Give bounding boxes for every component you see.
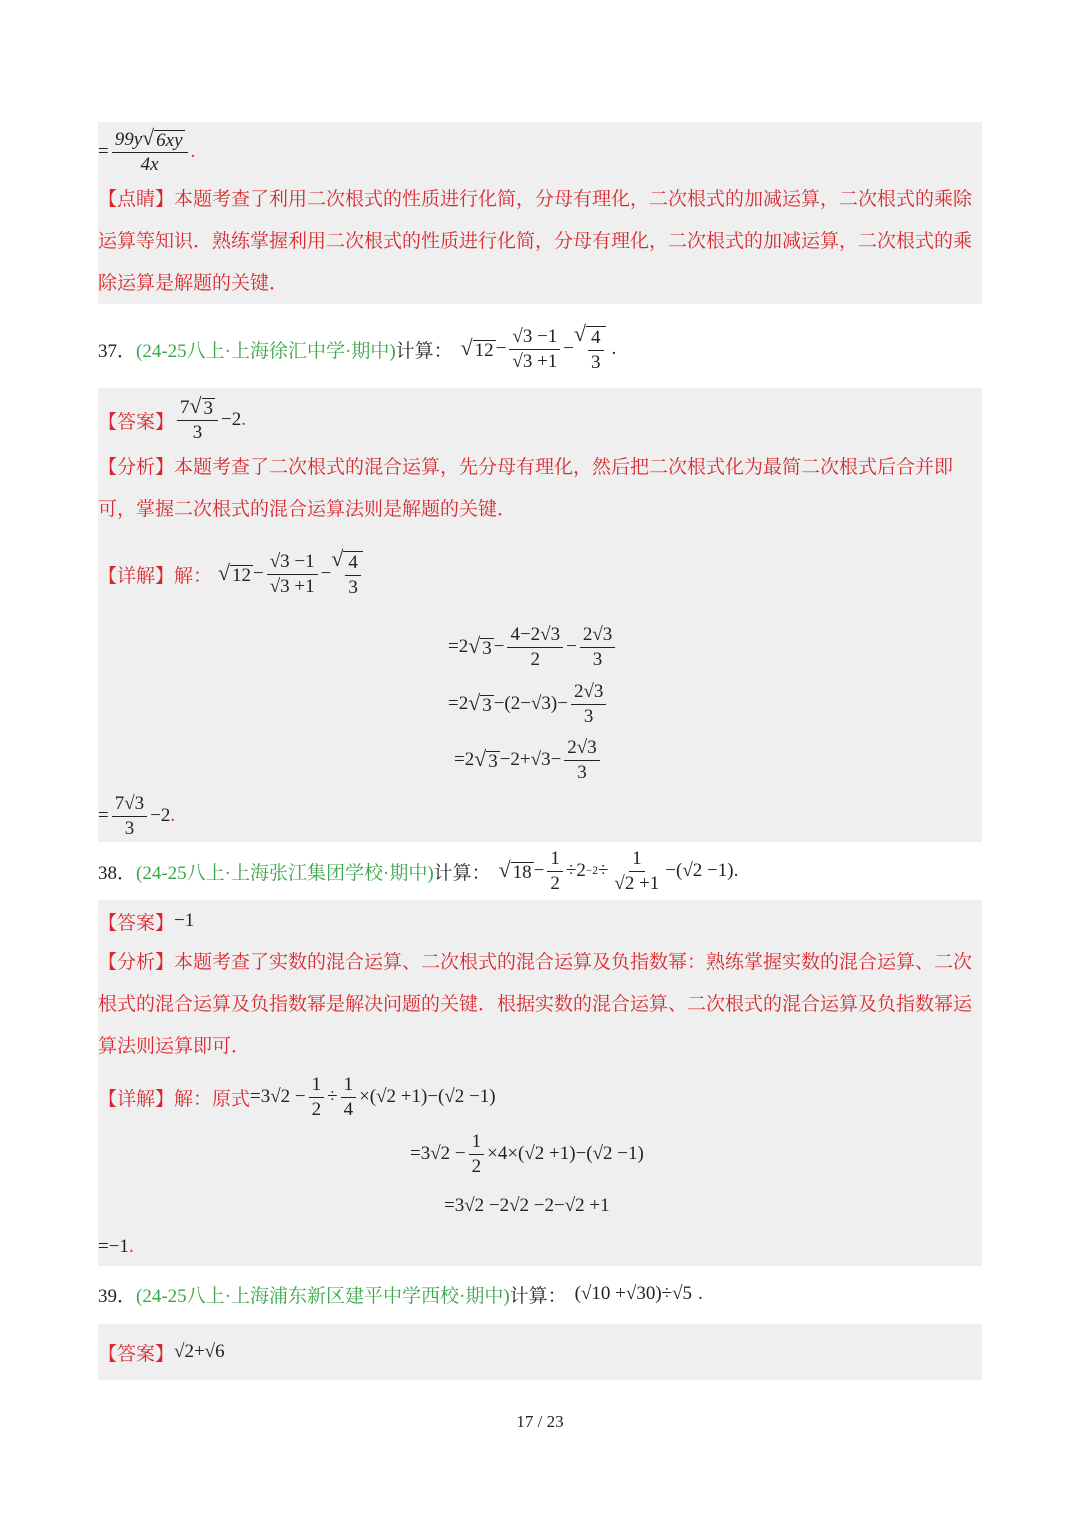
q38-expr-r1: 18 (512, 861, 532, 883)
prev-final-num: 99y (114, 128, 143, 150)
prev-comment-tag: 【点睛】 (98, 189, 175, 210)
q37-step3-gnum: 2√3 (564, 737, 599, 761)
q37-detail-r1: 12 (232, 564, 252, 586)
q39-header (98, 1276, 703, 1312)
q37-final-line (98, 790, 175, 842)
q37-answer-line (98, 394, 246, 446)
q38-analysis-tag: 【分析】 (98, 952, 175, 973)
q37-answer-fraction: 7 √ 3 3 (177, 396, 218, 444)
q37-step2-r: 3 (482, 694, 492, 716)
q37-answer-tag: 【答案】 (98, 411, 175, 433)
q37-step2-gnum: 2√3 (571, 681, 606, 705)
q38-prompt: 计算： (433, 862, 491, 884)
q37-detail-r2num: 4 (345, 552, 361, 576)
q38-expression: √ 18 − $\frac{1}{2}$ ÷2 −2 ÷ $\frac{1}{√2 +1}$ −(√2 −1) . (498, 847, 739, 894)
q39-source: (24-25八上·上海浦东新区建平中学西校·期中) (136, 1285, 510, 1307)
q38-expr-hden: 2 (550, 872, 560, 894)
q37-expr-end: . (611, 338, 617, 359)
q37-step-1: =2 √ 3 − $\frac{4-2√3}{2}$ − $\frac{2√3}{3}$ (448, 620, 618, 674)
q37-answer-rad: 3 (203, 398, 214, 420)
q38-step-1 (410, 1129, 644, 1179)
q39-prompt: 计算： (509, 1285, 567, 1307)
q38-detail-line (98, 1072, 496, 1122)
q37-step1-fden: 2 (530, 648, 541, 670)
q37-detail-minus1: − (253, 563, 264, 584)
q38-detail-lead: 解：原式 (174, 1088, 251, 1110)
q39-solution-block (98, 1324, 982, 1380)
q37-expr-r2num: 4 (588, 327, 604, 351)
q37-step2-b: −(2−√3)− (493, 693, 568, 714)
q37-detail-lead: 解： (174, 565, 213, 587)
q38-step0-f2d: 4 (343, 1098, 354, 1120)
q38-step0-f2n: 1 (341, 1074, 357, 1098)
q37-step1-r: 3 (482, 637, 492, 659)
q37-analysis-tag: 【分析】 (98, 457, 175, 478)
q38-header (98, 845, 738, 897)
q37-step-3: =2 √ 3 −2+√3− $\frac{2√3}{3}$ (454, 733, 603, 787)
q38-step2: =3√2 −2√2 −2−√2 +1 (444, 1195, 610, 1216)
q37-step1-fnum: 4−2√3 (507, 624, 563, 648)
q38-final: =−1 (98, 1236, 129, 1257)
q38-analysis (98, 942, 982, 1068)
q37-step1-gden: 3 (592, 648, 603, 670)
q38-step0-tail: ×(√2 +1)−(√2 −1) (359, 1086, 496, 1107)
q38-expr-hnum: 1 (547, 848, 563, 872)
q37-prompt: 计算： (395, 340, 453, 362)
q38-expr-b: ÷2 (565, 860, 586, 881)
prev-final-eq: = (98, 141, 109, 162)
q38-answer: −1 (174, 910, 195, 931)
q37-step1-gnum: 2√3 (580, 624, 615, 648)
q37-answer-coef: 7 (180, 397, 190, 419)
q37-step1-a: =2 (448, 636, 469, 657)
q38-expr-fnum: 1 (629, 848, 645, 872)
q37-source: (24-25八上·上海徐汇中学·期中) (136, 340, 396, 362)
q37-final-num: 7√3 (112, 793, 147, 817)
q38-step1-tail: ×4×(√2 +1)−(√2 −1) (487, 1143, 644, 1164)
q38-step0-f1n: 1 (309, 1074, 325, 1098)
q37-expr-minus2: − (563, 338, 575, 359)
q37-step3-b: −2+√3− (499, 749, 562, 770)
prev-final-line (98, 126, 195, 178)
q37-detail-expr: √ 12 − $\frac{√3 -1}{√3 +1}$ − √ $\frac{4}{3}$ (218, 549, 363, 599)
q39-answer-line (98, 1334, 225, 1370)
q38-expr-fden: √2 +1 (614, 872, 660, 894)
prev-final-fraction: 99y √ 6xy 4x (112, 128, 188, 176)
q38-final-line (98, 1232, 134, 1262)
prev-comment-text: 本题考查了利用二次根式的性质进行化简，分母有理化，二次根式的加减运算，二次根式的乘除运算等知识．熟练掌握利用二次根式的性质进行化简，分母有理化，二次根式的加减运算，二次根式的乘除运算是解题的关键． (98, 189, 973, 294)
q37-analysis-text: 本题考查了二次根式的混合运算，先分母有理化，然后把二次根式化为最简二次根式后合并即可，掌握二次根式的混合运算法则是解题的关键． (98, 457, 954, 520)
q37-number: 37． (98, 340, 137, 362)
q37-expr-r1: 12 (474, 339, 494, 361)
q39-answer: √2+√6 (174, 1341, 225, 1362)
q38-step1-a: =3√2 − (410, 1143, 466, 1164)
prev-final-den: 4x (140, 154, 159, 176)
q38-detail-tag: 【详解】 (98, 1088, 175, 1110)
q39-answer-tag: 【答案】 (98, 1343, 175, 1365)
q37-step3-r: 3 (488, 750, 498, 772)
q38-step1-fn: 1 (469, 1131, 485, 1155)
q37-step3-a: =2 (454, 749, 475, 770)
q37-step1-b: − (493, 636, 505, 657)
q37-analysis (98, 447, 982, 531)
q37-final-eq: = (98, 805, 109, 826)
q38-step-2 (444, 1190, 610, 1222)
q37-answer-den: 3 (192, 422, 203, 444)
q38-step0-f1d: 2 (311, 1098, 322, 1120)
q38-expr-end: . (733, 860, 739, 881)
q38-answer-line (98, 900, 194, 942)
q38-step0-a: =3√2 − (250, 1086, 306, 1107)
q37-detail-fnum: √3 −1 (267, 551, 318, 575)
q37-expr-r2den: 3 (591, 352, 601, 373)
q38-step1-fd: 2 (471, 1155, 482, 1177)
q38-source: (24-25八上·上海张江集团学校·期中) (136, 862, 434, 884)
q38-analysis-text: 本题考查了实数的混合运算、二次根式的混合运算及负指数幂：熟练掌握实数的混合运算、二次根式的混合运算及负指数幂是解决问题的关键．根据实数的混合运算、二次根式的混合运算及负指数幂运算法则运算即可． (98, 952, 973, 1057)
prev-final-rad: 6xy (156, 130, 183, 152)
q39-expression: (√10 +√30)÷√5 (574, 1283, 693, 1304)
q37-step1-c: − (566, 636, 577, 657)
q38-answer-tag: 【答案】 (98, 912, 175, 934)
q37-expr-fden: √3 +1 (512, 350, 558, 372)
prev-final-end: . (190, 141, 196, 162)
q38-final-end: . (128, 1236, 134, 1257)
q37-step3-gden: 3 (577, 761, 587, 783)
q37-final-den: 3 (124, 817, 135, 839)
q37-step2-gden: 3 (583, 705, 594, 727)
q38-expr-c: ÷ (597, 860, 609, 881)
q38-expr-exp: −2 (585, 865, 598, 877)
q37-detail-fden: √3 +1 (269, 575, 315, 597)
q39-expression-end: . (698, 1283, 703, 1304)
q37-final-tail: −2 (150, 805, 171, 826)
q37-step-2: =2 √ 3 −(2−√3)− $\frac{2√3}{3}$ (448, 677, 609, 731)
q37-detail-minus2: − (320, 563, 332, 584)
q37-detail-r2den: 3 (348, 577, 358, 598)
q37-answer-end: . (241, 409, 246, 430)
page-number: 17 / 23 (516, 1412, 564, 1431)
q38-number: 38． (98, 862, 137, 884)
q37-expr-minus1: − (495, 338, 507, 359)
q38-step0-mid: ÷ (327, 1086, 338, 1107)
q38-expr-a: − (533, 860, 545, 881)
q37-header (98, 322, 616, 376)
q37-final-end: . (170, 805, 176, 826)
q39-number: 39． (98, 1285, 137, 1307)
q37-detail-line (98, 546, 363, 602)
q37-expression: √ 12 − $\frac{√3 -1}{√3 +1}$ − √ $\frac{4}{3}$ . (460, 322, 617, 373)
q37-expr-fnum: √3 −1 (509, 326, 560, 350)
q37-answer-tail: −2 (221, 409, 242, 430)
prev-comment (98, 179, 982, 305)
q37-step2-a: =2 (448, 693, 469, 714)
q38-expr-d: −(√2 −1) (665, 860, 734, 881)
q37-detail-tag: 【详解】 (98, 565, 175, 587)
